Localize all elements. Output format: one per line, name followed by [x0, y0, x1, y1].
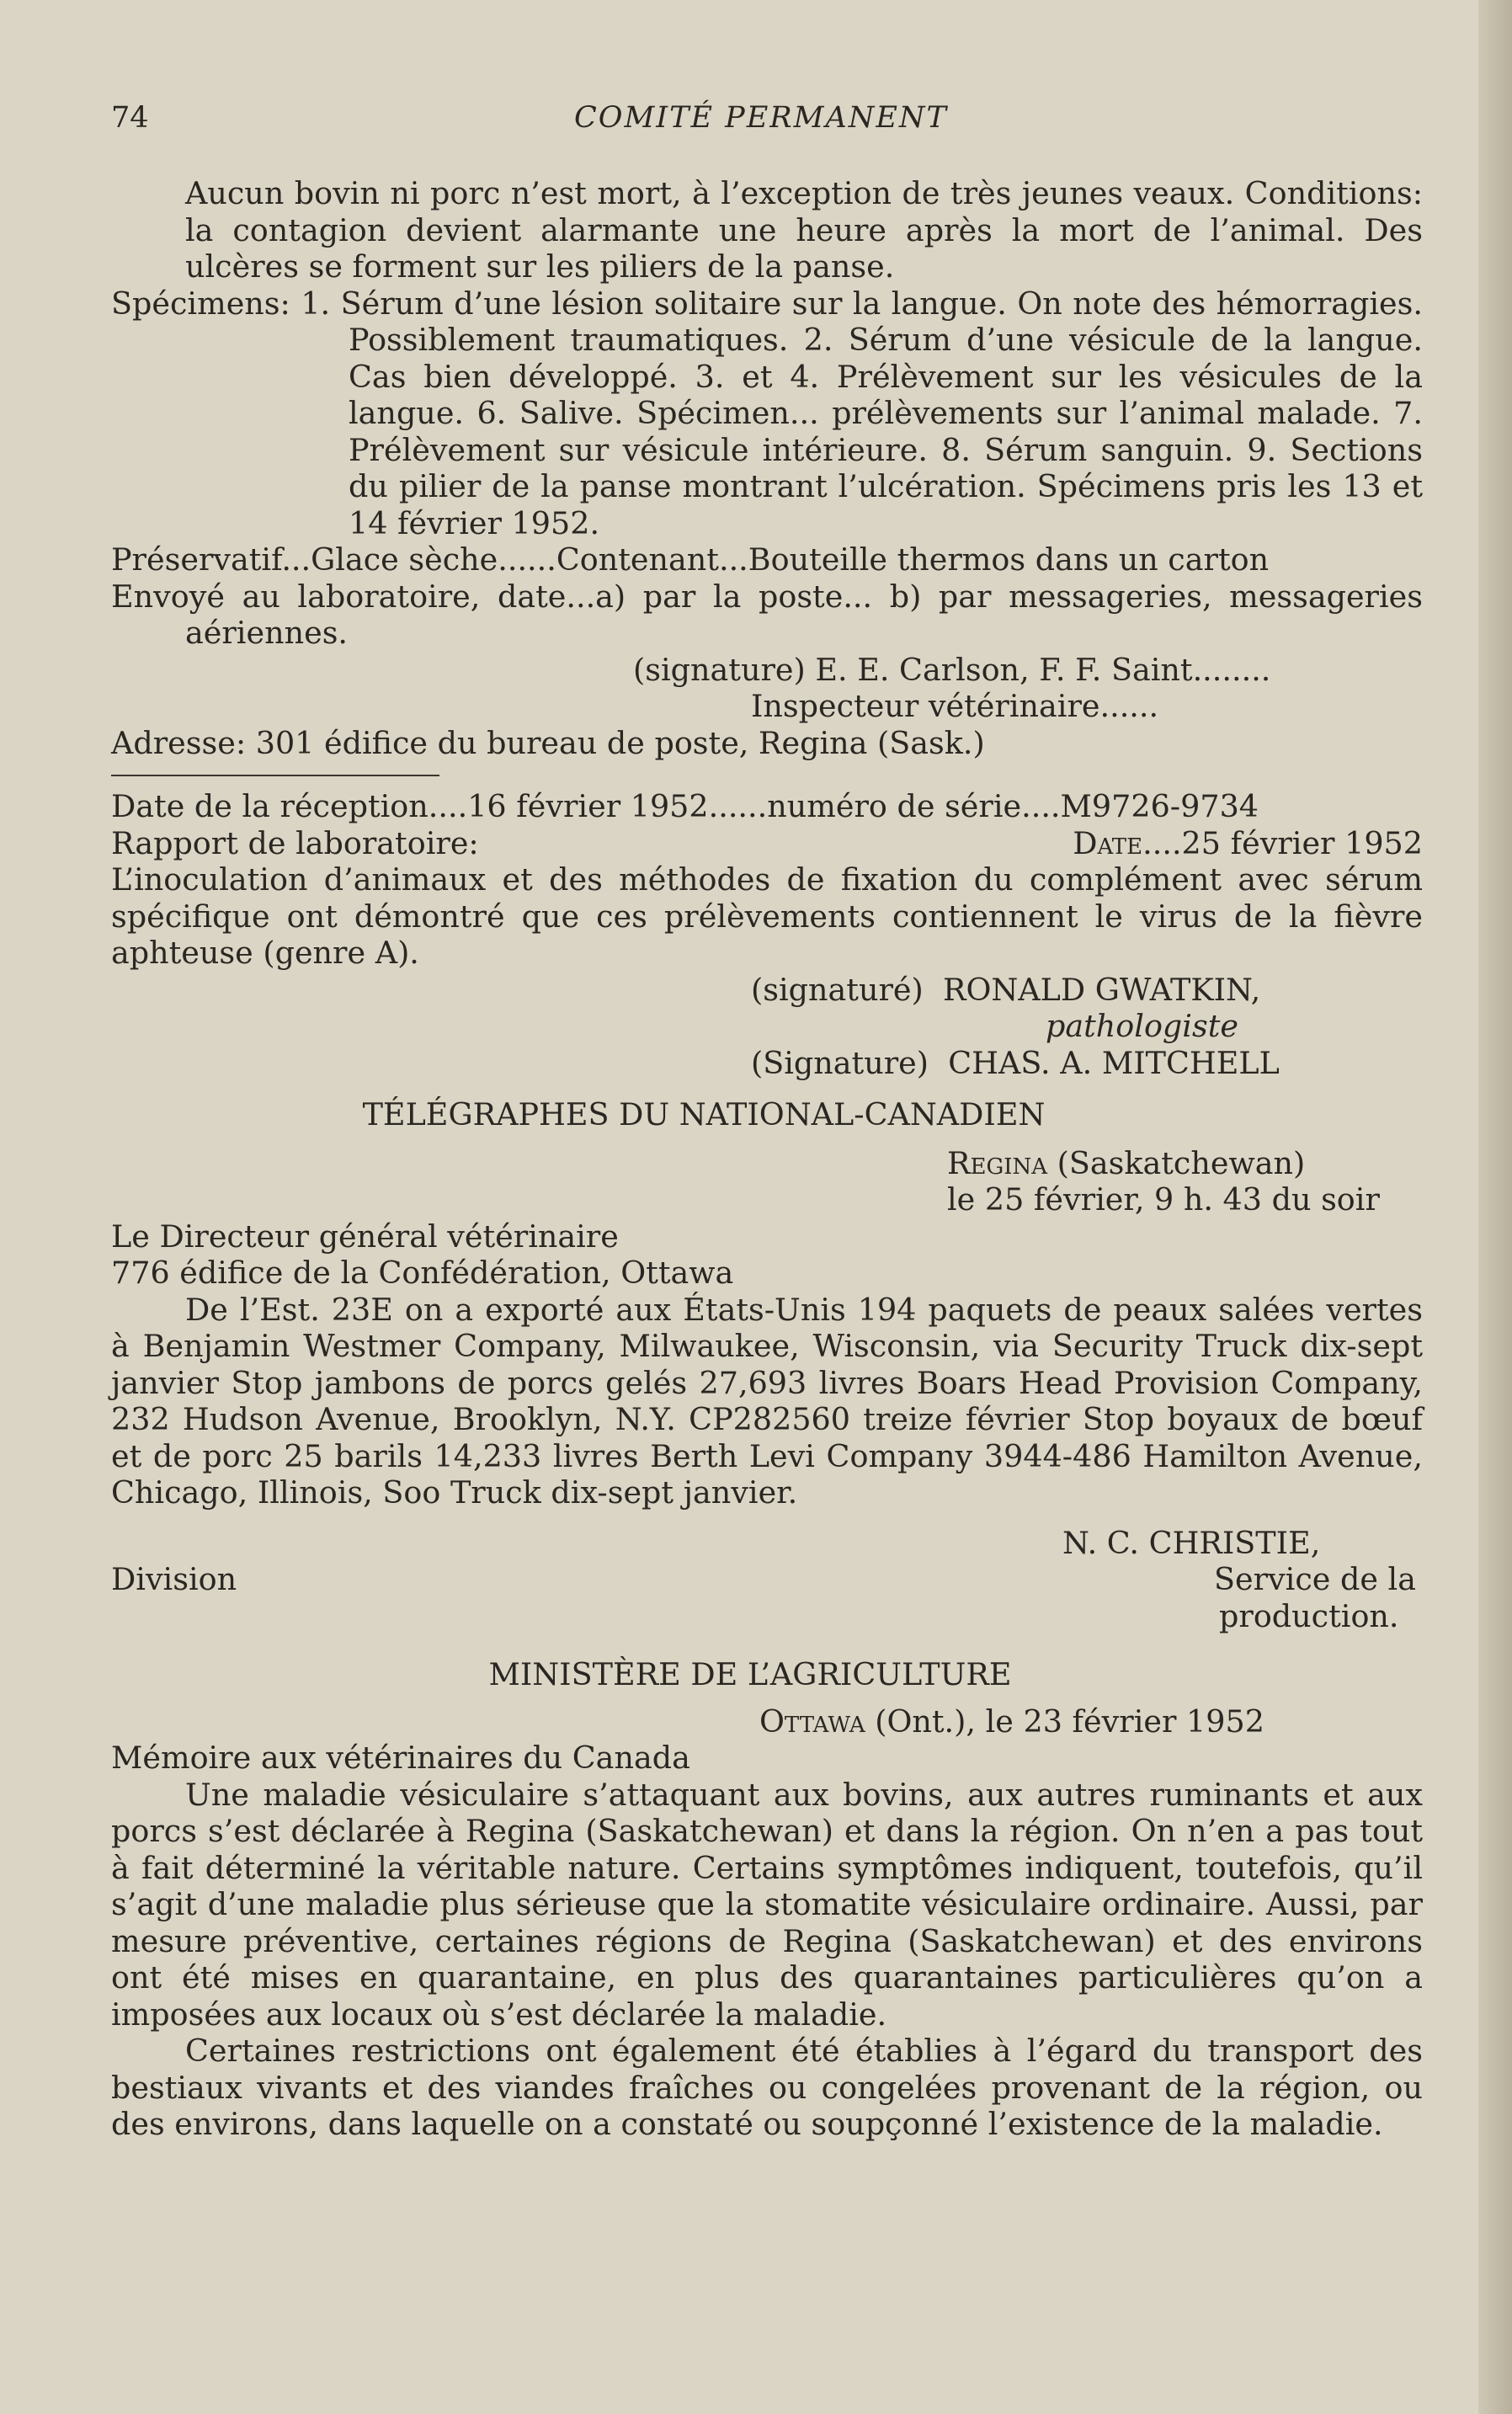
inspector-signature: (signature) E. E. Carlson, F. F. Saint........ — [633, 651, 1271, 688]
lab-report-date — [1073, 825, 1423, 862]
pathologist-name: RONALD GWATKIN, — [942, 971, 1261, 1008]
telegram-division: Division — [111, 1561, 237, 1597]
telegram-body: De l’Est. 23E on a exporté aux États-Unis 194 paquets de peaux salées vertes à Benjamin Westmer Company, Milwaukee, Wisconsin, via Security Truck dix-sept janvier Stop jambons de porcs gelés 27,693 livres Boars Head Provision Company, 232 Hudson Avenue, Brooklyn, N.Y. CP282560 treize février Stop boyaux de bœuf et de porc 25 barils 14,233 livres Berth Levi Company 3944-486 Hamilton Avenue, Chicago, Illinois, Soo Truck dix-sept janvier. — [111, 1291, 1423, 1511]
lab-conclusion: L’inoculation d’animaux et des méthodes de fixation du complément avec sérum spécifique ont démontré que ces prélèvements contiennent le virus de la fièvre aphteuse (genre A). — [111, 861, 1423, 971]
telegram-date: le 25 février, 9 h. 43 du soir — [947, 1181, 1380, 1218]
page-edge-shadow — [1478, 0, 1512, 2414]
report-paragraph: Aucun bovin ni porc n’est mort, à l’exception de très jeunes veaux. Conditions: la contagion devient alarmante une heure après la mort de l’animal. Des ulcères se forment sur les piliers de la panse. — [185, 175, 1423, 285]
running-title: COMITÉ PERMANENT — [574, 101, 948, 135]
page-number: 74 — [111, 101, 149, 135]
telegram-address: 776 édifice de la Confédération, Ottawa — [111, 1255, 734, 1291]
lab-report-date-value: ....25 février 1952 — [1142, 824, 1423, 861]
pathologist-signature — [111, 972, 1423, 1009]
telegram-heading: TÉLÉGRAPHES DU NATIONAL-CANADIEN — [362, 1096, 1046, 1132]
lab-report-label: Rapport de laboratoire: — [111, 824, 479, 861]
page-body — [111, 175, 1423, 2143]
ministry-place-rest: (Ont.), le 23 février 1952 — [865, 1703, 1264, 1740]
telegram-place-name: Regina — [947, 1144, 1048, 1181]
reception-date-line: Date de la réception....16 février 1952......numéro de série....M9726-9734 — [111, 788, 1259, 824]
memo-recipient: Mémoire aux vétérinaires du Canada — [111, 1740, 690, 1776]
page-header — [111, 101, 1408, 143]
telegram-service: Service de la — [1214, 1561, 1416, 1597]
lab-report-date-label: Date — [1073, 824, 1143, 861]
signature-label: (signaturé) — [751, 971, 924, 1008]
ministry-place-name: Ottawa — [759, 1703, 865, 1740]
pathologist-title: pathologiste — [1046, 1008, 1238, 1044]
telegram-place — [111, 1145, 1423, 1182]
second-signature — [111, 1045, 1423, 1082]
memo-paragraph-1: Une maladie vésiculaire s’attaquant aux bovins, aux autres ruminants et aux porcs s’est déclarée à Regina (Saskatchewan) et dans la région. On n’en a pas tout à fait déterminé la véritable nature. Certains symptômes indiquent, toutefois, qu’il s’agit d’une maladie plus sérieuse que la stomatite vésiculaire ordinaire. Aussi, par mesure préventive, certaines régions de Regina (Saskatchewan) et des environs ont été mises en quarantaine, en plus des quarantaines particulières qu’on a imposées aux locaux où s’est déclarée la maladie. — [111, 1776, 1423, 2033]
telegram-place-rest: (Saskatchewan) — [1047, 1144, 1306, 1181]
inspector-title: Inspecteur vétérinaire...... — [751, 688, 1159, 724]
signer-name: CHAS. A. MITCHELL — [948, 1044, 1280, 1081]
envoye-line: Envoyé au laboratoire, date...a) par la poste... b) par messageries, messageries aériennes. — [111, 578, 1423, 651]
ministry-heading: MINISTÈRE DE L’AGRICULTURE — [488, 1656, 1012, 1692]
telegram-service-continued: production. — [1219, 1597, 1399, 1634]
telegram-signer: N. C. CHRISTIE, — [1062, 1524, 1321, 1561]
address-line: Adresse: 301 édifice du bureau de poste, Regina (Sask.) — [111, 724, 985, 761]
telegram-recipient: Le Directeur général vétérinaire — [111, 1218, 619, 1255]
specimens-paragraph: Spécimens: 1. Sérum d’une lésion solitaire sur la langue. On note des hémorragies. Possiblement traumatiques. 2. Sérum d’une vésicule de la langue. Cas bien développé. 3. et 4. Prélèvement sur les vésicules de la langue. 6. Salive. Spécimen... prélèvements sur l’animal malade. 7. Prélèvement sur vésicule intérieure. 8. Sérum sanguin. 9. Sections du pilier de la panse montrant l’ulcération. Spécimens pris les 13 et 14 février 1952. — [111, 285, 1423, 541]
signature-label: (Signature) — [751, 1044, 929, 1081]
memo-paragraph-2: Certaines restrictions ont également été établies à l’égard du transport des bestiaux vivants et des viandes fraîches ou congelées provenant de la région, ou des environs, dans laquelle on a constaté ou soupçonné l’existence de la maladie. — [111, 2033, 1423, 2142]
telegram-division-row — [111, 1561, 1423, 1598]
ministry-place-date — [111, 1703, 1423, 1740]
section-divider — [111, 775, 439, 776]
preservatif-line: Préservatif...Glace sèche......Contenant...Bouteille thermos dans un carton — [111, 541, 1270, 578]
lab-report-row — [111, 825, 1423, 862]
